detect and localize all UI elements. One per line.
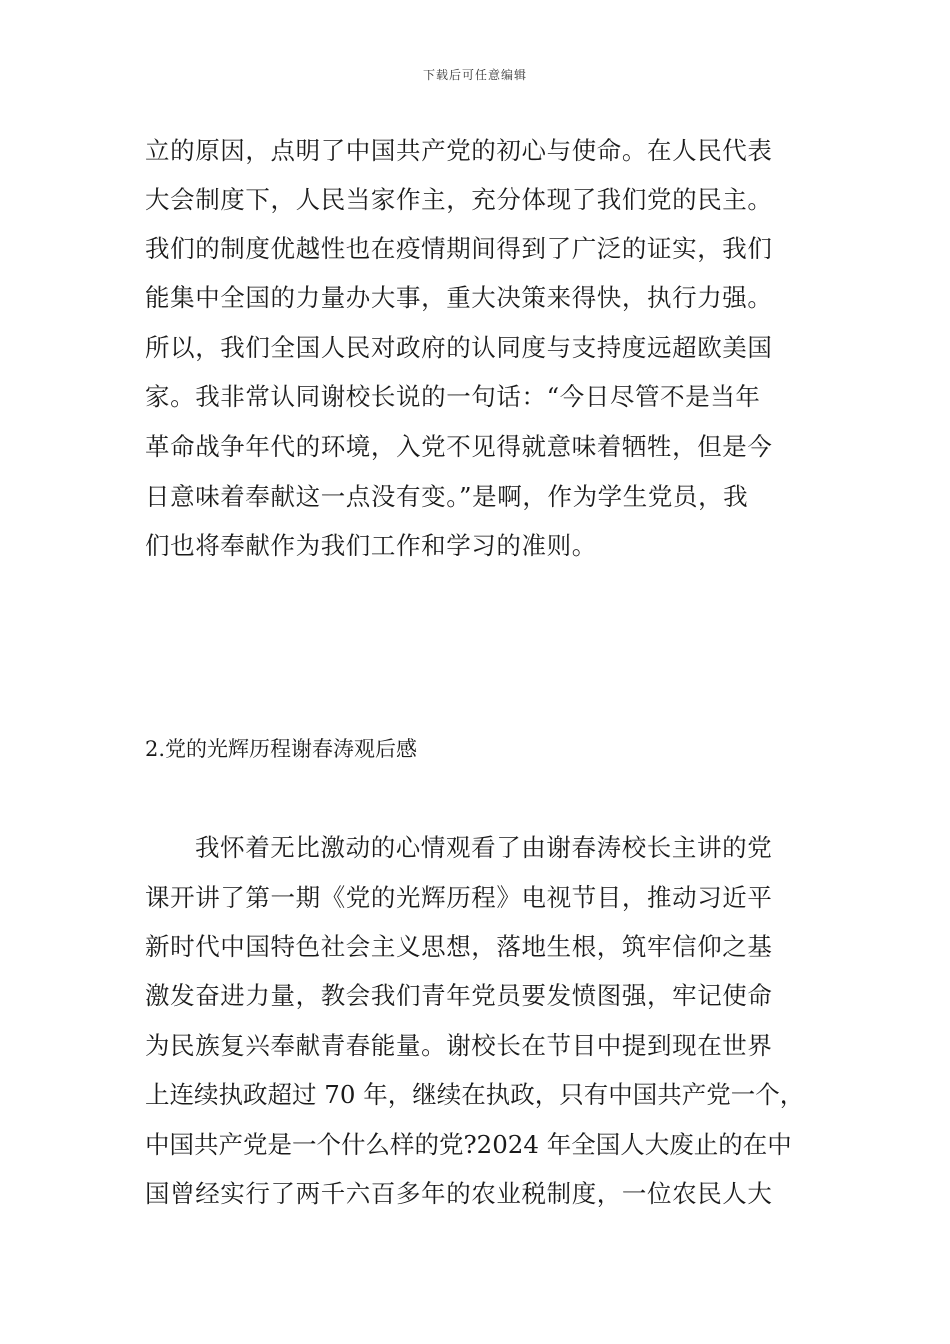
text-line: 日意味着奉献这一点没有变。”是啊，作为学生党员，我: [145, 482, 749, 511]
text-line: 我们的制度优越性也在疫情期间得到了广泛的证实，我们: [145, 234, 773, 263]
text-line: 国曾经实行了两千六百多年的农业税制度，一位农民人大: [145, 1179, 773, 1208]
text-line: 家。我非常认同谢校长说的一句话：“今日尽管不是当年: [145, 382, 761, 411]
text-line: 中国共产党是一个什么样的党?2024 年全国人大废止的在中: [145, 1130, 792, 1159]
text-line: 所以，我们全国人民对政府的认同度与支持度远超欧美国: [145, 333, 773, 362]
text-line: 立的原因，点明了中国共产党的初心与使命。在人民代表: [145, 136, 773, 165]
text-line: 大会制度下，人民当家作主，充分体现了我们党的民主。: [145, 185, 773, 214]
section-heading: 2.党的光辉历程谢春涛观后感: [145, 737, 418, 761]
text-line: 新时代中国特色社会主义思想，落地生根，筑牢信仰之基: [145, 932, 773, 961]
text-line: 们也将奉献作为我们工作和学习的准则。: [145, 531, 597, 560]
text-line: 革命战争年代的环境，入党不见得就意味着牺牲，但是今: [145, 432, 773, 461]
text-line: 能集中全国的力量办大事，重大决策来得快，执行力强。: [145, 283, 773, 312]
text-line: 激发奋进力量，教会我们青年党员要发愤图强，牢记使命: [145, 981, 773, 1010]
text-line: 上连续执政超过 70 年，继续在执政，只有中国共产党一个，: [145, 1080, 805, 1109]
text-line: 我怀着无比激动的心情观看了由谢春涛校长主讲的党: [195, 833, 773, 862]
text-line: 为民族复兴奉献青春能量。谢校长在节目中提到现在世界: [145, 1031, 773, 1060]
page-header: 下载后可任意编辑: [422, 68, 527, 82]
text-line: 课开讲了第一期《党的光辉历程》电视节目，推动习近平: [145, 883, 773, 912]
